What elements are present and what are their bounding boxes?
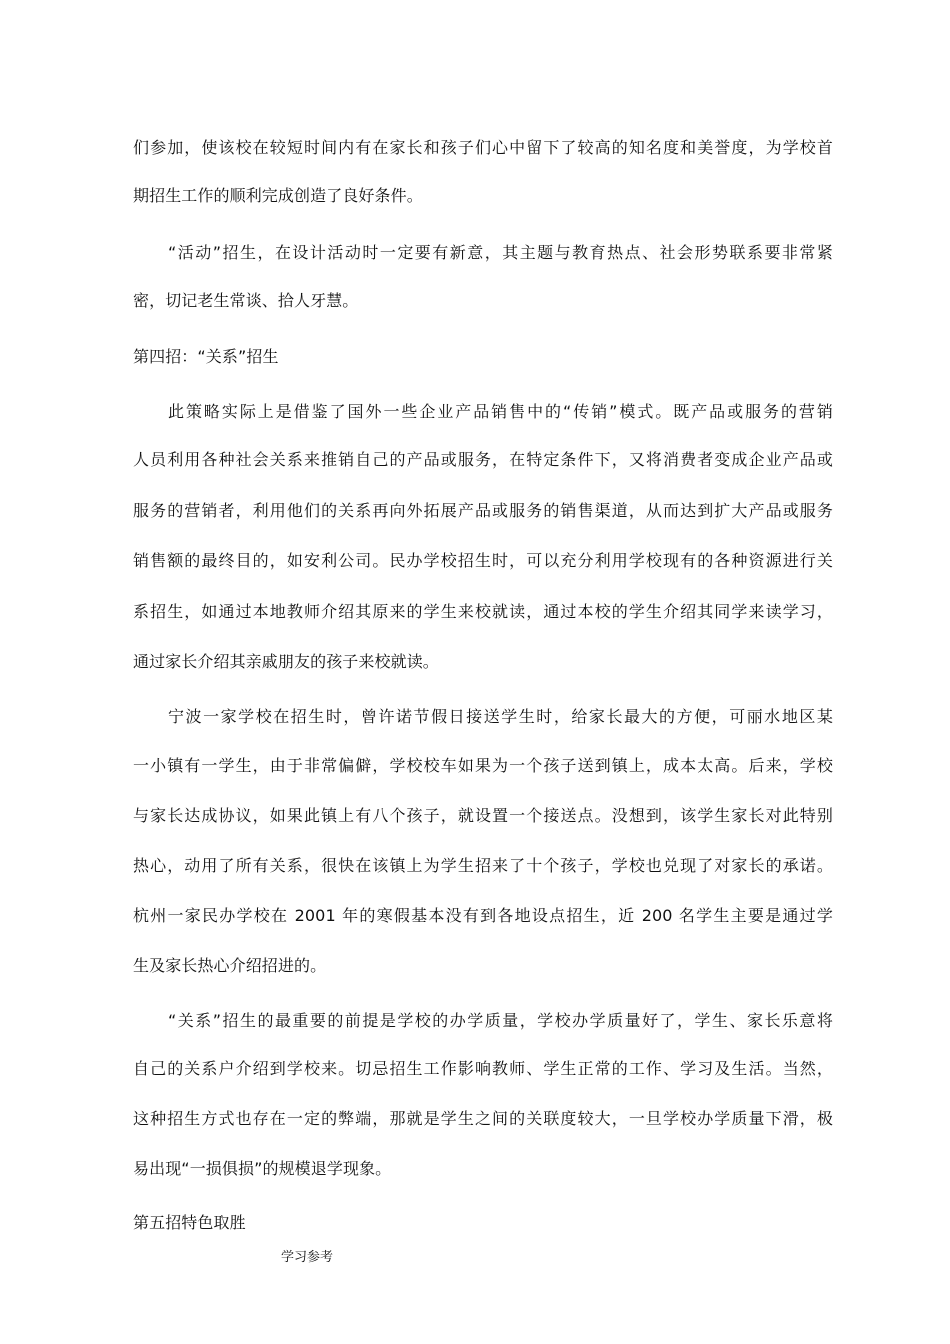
paragraph-line: 此策略实际上是借鉴了国外一些企业产品销售中的“传销”模式。既产品或服务的营销	[168, 402, 833, 421]
paragraph-line: 服务的营销者，利用他们的关系再向外拓展产品或服务的销售渠道，从而达到扩大产品或服务	[133, 501, 833, 520]
paragraph-line: “关系”招生的最重要的前提是学校的办学质量，学校办学质量好了，学生、家长乐意将	[168, 1011, 833, 1030]
paragraph-line: 一小镇有一学生，由于非常偏僻，学校校车如果为一个孩子送到镇上，成本太高。后来，学校	[133, 756, 833, 775]
paragraph-line: 通过家长介绍其亲戚朋友的孩子来校就读。	[133, 652, 439, 671]
section-heading: 第五招特色取胜	[133, 1213, 246, 1232]
paragraph-line: 宁波一家学校在招生时，曾许诺节假日接送学生时，给家长最大的方便，可丽水地区某	[168, 707, 833, 726]
paragraph-line: 期招生工作的顺利完成创造了良好条件。	[133, 186, 423, 205]
paragraph-line: 系招生，如通过本地教师介绍其原来的学生来校就读，通过本校的学生介绍其同学来读学习，	[133, 602, 833, 621]
paragraph-line: 自己的关系户介绍到学校来。切忌招生工作影响教师、学生正常的工作、学习及生活。当然，	[133, 1059, 833, 1078]
paragraph-line: 易出现“一损俱损”的规模退学现象。	[133, 1159, 392, 1178]
page-footer: 学习参考	[281, 1250, 334, 1265]
paragraph-line: 杭州一家民办学校在 2001 年的寒假基本没有到各地设点招生，近 200 名学生主要是通过学	[133, 906, 833, 925]
paragraph-line: 生及家长热心介绍招进的。	[133, 956, 327, 975]
paragraph-line: 人员利用各种社会关系来推销自己的产品或服务，在特定条件下，又将消费者变成企业产品或	[133, 450, 833, 469]
paragraph-line: 们参加，使该校在较短时间内有在家长和孩子们心中留下了较高的知名度和美誉度，为学校首	[133, 138, 833, 157]
paragraph-line: 这种招生方式也存在一定的弊端，那就是学生之间的关联度较大，一旦学校办学质量下滑，极	[133, 1109, 833, 1128]
section-heading: 第四招：“关系”招生	[133, 347, 279, 366]
paragraph-line: 热心，动用了所有关系，很快在该镇上为学生招来了十个孩子，学校也兑现了对家长的承诺。	[133, 856, 833, 875]
paragraph-line: “活动”招生，在设计活动时一定要有新意，其主题与教育热点、社会形势联系要非常紧	[168, 243, 833, 262]
paragraph-line: 与家长达成协议，如果此镇上有八个孩子，就设置一个接送点。没想到，该学生家长对此特别	[133, 806, 833, 825]
paragraph-line: 密，切记老生常谈、拾人牙慧。	[133, 291, 359, 310]
paragraph-line: 销售额的最终目的，如安利公司。民办学校招生时，可以充分利用学校现有的各种资源进行关	[133, 551, 833, 570]
